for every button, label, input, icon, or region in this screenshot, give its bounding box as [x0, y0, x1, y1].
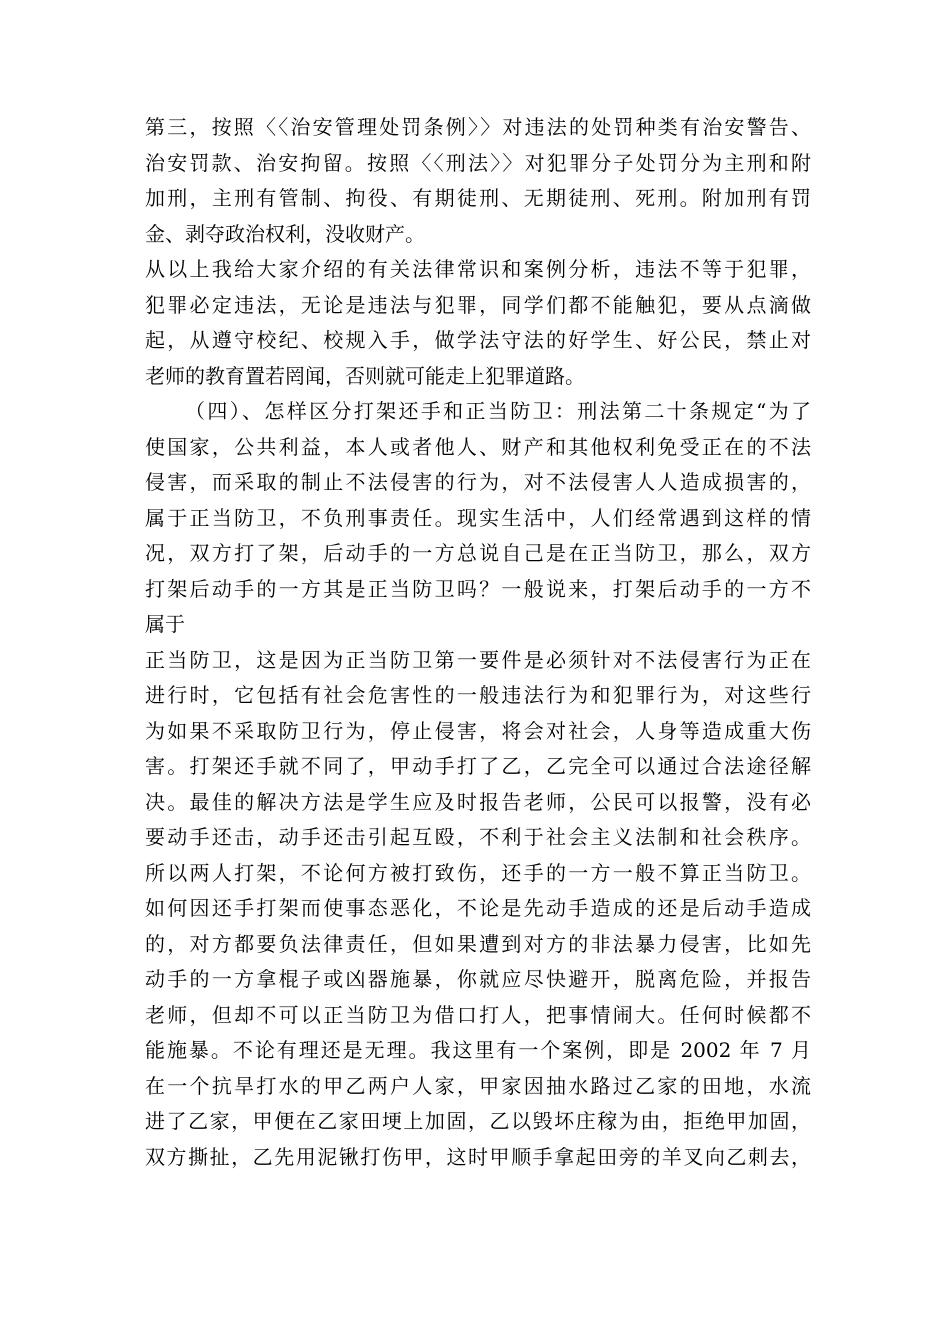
text-line: 治安罚款、治安拘留。按照〈〈刑法〉〉对犯罪分子处罚分为主刑和附 — [145, 150, 811, 175]
text-line: 进了乙家，甲便在乙家田埂上加固，乙以毁坏庄稼为由，拒绝甲加固， — [145, 1109, 811, 1133]
text-line: 进行时，它包括有社会危害性的一般违法行为和犯罪行为，对这些行 — [145, 683, 811, 707]
paragraph-self-defense-intro — [145, 394, 811, 643]
text-line: 老师，但却不可以正当防卫为借口打人，把事情闹大。任何时候都不 — [145, 1002, 811, 1027]
text-line: 如何因还手打架而使事态恶化，不论是先动手造成的还是后动手造成 — [145, 896, 811, 920]
text-line: 属于 — [145, 612, 185, 636]
text-line: 所以两人打架，不论何方被打致伤，还手的一方一般不算正当防卫。 — [145, 860, 811, 885]
text-line: 在一个抗旱打水的甲乙两户人家，甲家因抽水路过乙家的田地，水流 — [145, 1073, 811, 1098]
text-line: 为如果不采取防卫行为，停止侵害，将会对社会，人身等造成重大伤 — [145, 718, 811, 743]
paragraph-self-defense-detail — [145, 643, 811, 1176]
paragraph-summary — [145, 252, 811, 394]
text-line: 金、剥夺政治权利，没收财产。 — [145, 221, 425, 246]
text-line: 要动手还击，动手还击引起互殴，不利于社会主义法制和社会秩序。 — [145, 825, 811, 849]
text-line: 决。最佳的解决方法是学生应及时报告老师，公民可以报警，没有必 — [145, 789, 811, 814]
text-line: 老师的教育置若罔闻，否则就可能走上犯罪道路。 — [145, 363, 585, 388]
text-line: 第三，按照〈〈治安管理处罚条例〉〉对违法的处罚种类有治安警告、 — [145, 115, 811, 139]
text-line: 况，双方打了架，后动手的一方总说自己是在正当防卫，那么，双方 — [145, 541, 811, 565]
text-line: 害。打架还手就不同了，甲动手打了乙，乙完全可以通过合法途径解 — [145, 754, 811, 778]
text-line: 犯罪必定违法，无论是违法与犯罪，同学们都不能触犯，要从点滴做 — [145, 292, 811, 317]
text-line: 打架后动手的一方其是正当防卫吗？一般说来，打架后动手的一方不 — [145, 576, 811, 601]
text-line: 起，从遵守校纪、校规入手，做学法守法的好学生、好公民，禁止对 — [145, 328, 811, 352]
document-body — [145, 110, 811, 1175]
text-line: 加刑，主刑有管制、拘役、有期徒刑、无期徒刑、死刑。附加刑有罚 — [145, 186, 811, 210]
text-line: 双方撕扯，乙先用泥锹打伤甲，这时甲顺手拿起田旁的羊叉向乙刺去， — [145, 1144, 811, 1169]
text-line: （四）、怎样区分打架还手和正当防卫：刑法第二十条规定“为了 — [185, 399, 811, 423]
text-line: 使国家，公共利益，本人或者他人、财产和其他权利免受正在的不法 — [145, 434, 811, 459]
text-line: 从以上我给大家介绍的有关法律常识和案例分析，违法不等于犯罪， — [145, 257, 811, 281]
text-line: 动手的一方拿棍子或凶器施暴，你就应尽快避开，脱离危险，并报告 — [145, 967, 811, 991]
text-line: 正当防卫，这是因为正当防卫第一要件是必须针对不法侵害行为正在 — [145, 647, 811, 672]
text-line: 侵害，而采取的制止不法侵害的行为，对不法侵害人人造成损害的， — [145, 470, 811, 494]
text-line: 的，对方都要负法律责任，但如果遭到对方的非法暴力侵害，比如先 — [145, 931, 811, 956]
paragraph-penalty-types — [145, 110, 811, 252]
text-line: 能施暴。不论有理还是无理。我这里有一个案例，即是 2002 年 7 月 — [145, 1038, 811, 1062]
text-line: 属于正当防卫，不负刑事责任。现实生活中，人们经常遇到这样的情 — [145, 505, 811, 530]
